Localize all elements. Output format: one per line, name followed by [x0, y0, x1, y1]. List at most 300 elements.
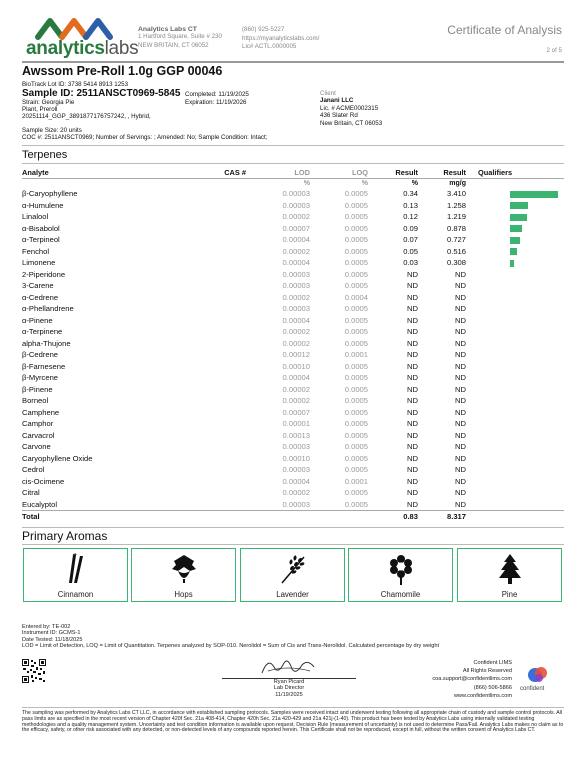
table-row [22, 269, 564, 281]
analyte-lod: 0.00003 [282, 442, 310, 452]
analyte-qualifier-bar-cell [466, 499, 564, 511]
analyte-result-mg: 1.219 [446, 212, 466, 222]
lims-email[interactable]: coa.support@confidentlims.com [432, 676, 512, 683]
analyte-result-mg: ND [455, 373, 466, 383]
lims-phone: (866) 506-5866 [473, 684, 512, 691]
analyte-result-mg: ND [455, 315, 466, 325]
analyte-result-mg: ND [455, 430, 466, 440]
analyte-lod: 0.00004 [282, 476, 310, 486]
analyte-result-pct: ND [407, 419, 418, 429]
table-row [22, 407, 564, 419]
analyte-loq: 0.0005 [344, 419, 368, 429]
analyte-loq: 0.0005 [344, 235, 368, 245]
table-row [22, 487, 564, 499]
analyte-result-mg: ND [455, 338, 466, 348]
analyte-loq: 0.0005 [344, 361, 368, 371]
client-street: 436 Slater Rd [320, 112, 358, 120]
analyte-qualifier-bar-cell [466, 246, 564, 258]
analyte-loq: 0.0001 [344, 350, 368, 360]
analyte-cas [202, 326, 252, 338]
analyte-lod: 0.00003 [282, 465, 310, 475]
analyte-result-pct: ND [407, 476, 418, 486]
table-row [22, 453, 564, 465]
analyte-qualifier-bar-cell [466, 269, 564, 281]
table-row [22, 326, 564, 338]
analyte-qualifier-bar-cell [466, 257, 564, 269]
analyte-qualifier-bar-cell [466, 223, 564, 235]
analyte-cas [202, 441, 252, 453]
analyte-name: Cedrol [22, 465, 45, 475]
result-bar [510, 260, 514, 267]
analyte-result-pct: ND [407, 465, 418, 475]
analyte-cas [202, 418, 252, 430]
col-qualifiers: Qualifiers [466, 168, 564, 178]
analyte-loq: 0.0004 [344, 292, 368, 302]
analyte-result-mg: ND [455, 499, 466, 509]
analyte-result-pct: 0.13 [403, 200, 418, 210]
coc-info: COC #: 2511ANSCT0969; Number of Servings: ; Amended: No; Sample Condition: Intact; [22, 134, 268, 141]
hops-icon [132, 553, 235, 585]
cinnamon-icon [24, 553, 127, 585]
test-info [22, 624, 439, 650]
analyte-qualifier-bar-cell [466, 464, 564, 476]
analyte-result-mg: ND [455, 407, 466, 417]
analyte-name: β-Myrcene [22, 373, 59, 383]
analyte-result-mg: ND [455, 304, 466, 314]
analyte-result-pct: 0.12 [403, 212, 418, 222]
analyte-result-pct: ND [407, 373, 418, 383]
result-bar [510, 248, 517, 255]
col-result-pct: Result [368, 168, 418, 178]
analyte-name: cis-Ocimene [22, 476, 65, 486]
analyte-result-pct: ND [407, 499, 418, 509]
table-row [22, 361, 564, 373]
analyte-name: α-Phellandrene [22, 304, 74, 314]
analyte-name: Eucalyptol [22, 499, 58, 509]
aroma-label: Cinnamon [57, 590, 94, 599]
company-contact [242, 26, 319, 52]
aroma-card-hops [131, 548, 236, 602]
analyte-name: Linalool [22, 212, 49, 222]
analyte-lod: 0.00002 [282, 327, 310, 337]
completed-date: Completed: 11/19/2025 [185, 91, 249, 98]
analyte-qualifier-bar-cell [466, 418, 564, 430]
analyte-result-mg: ND [455, 269, 466, 279]
table-row [22, 499, 564, 511]
analyte-name: 2-Piperidone [22, 269, 66, 279]
aroma-label: Hops [174, 590, 193, 599]
terpenes-divider [22, 163, 564, 164]
analyte-loq: 0.0005 [344, 189, 368, 199]
analyte-result-pct: ND [407, 281, 418, 291]
analyte-cas [202, 234, 252, 246]
analyte-qualifier-bar-cell [466, 476, 564, 488]
analyte-name: β-Farnesene [22, 361, 66, 371]
aroma-label: Lavender [276, 590, 309, 599]
analyte-qualifier-bar-cell [466, 338, 564, 350]
analyte-loq: 0.0005 [344, 327, 368, 337]
analyte-lod: 0.00010 [282, 453, 310, 463]
header-divider [22, 61, 564, 63]
analyte-cas [202, 303, 252, 315]
table-row [22, 257, 564, 269]
analyte-result-pct: ND [407, 453, 418, 463]
analyte-lod: 0.00003 [282, 499, 310, 509]
terpenes-table [22, 168, 564, 522]
signature-image [258, 655, 318, 679]
analyte-qualifier-bar-cell [466, 211, 564, 223]
analyte-result-mg: ND [455, 384, 466, 394]
client-label: Client [320, 90, 336, 97]
table-row [22, 292, 564, 304]
analyte-result-pct: ND [407, 327, 418, 337]
total-pct: 0.83 [368, 510, 418, 522]
lims-website[interactable]: www.confidentlims.com [453, 692, 512, 699]
qr-code[interactable] [22, 659, 46, 683]
analyte-qualifier-bar-cell [466, 200, 564, 212]
analyte-qualifier-bar-cell [466, 453, 564, 465]
terpenes-total-row [22, 510, 564, 522]
analyte-cas [202, 395, 252, 407]
analyte-loq: 0.0005 [344, 315, 368, 325]
table-row [22, 430, 564, 442]
analyte-qualifier-bar-cell [466, 315, 564, 327]
analyte-cas [202, 211, 252, 223]
analyte-loq: 0.0005 [344, 499, 368, 509]
sample-id: Sample ID: 2511ANSCT0969-5845 [22, 88, 181, 99]
analyte-lod: 0.00007 [282, 407, 310, 417]
analyte-cas [202, 476, 252, 488]
analyte-loq: 0.0005 [344, 200, 368, 210]
date-tested: Date Tested: 11/18/2025 [22, 636, 83, 643]
aromas-section-title: Primary Aromas [22, 529, 108, 543]
analyte-name: α-Pinene [22, 315, 53, 325]
analyte-qualifier-bar-cell [466, 487, 564, 499]
unit-lod: % [303, 179, 310, 187]
analyte-name: Caryophyllene Oxide [22, 453, 93, 463]
analyte-cas [202, 464, 252, 476]
analyte-result-mg: 0.516 [446, 246, 466, 256]
analyte-cas [202, 338, 252, 350]
company-phone: (860) 925-5227 [242, 26, 285, 33]
document-title: Certificate of Analysis [447, 23, 562, 37]
company-license: Lic# ACTL.0000005 [242, 43, 297, 51]
product-title: Awssom Pre-Roll 1.0g GGP 00046 [22, 64, 223, 78]
client-license: Lic. # ACME0002315 [320, 104, 379, 112]
analyte-result-mg: ND [455, 465, 466, 475]
entered-by: Entered by: TE-002 [22, 624, 71, 630]
analyte-lod: 0.00002 [282, 396, 310, 406]
analyte-name: α-Terpinene [22, 327, 63, 337]
analyte-qualifier-bar-cell [466, 361, 564, 373]
analyte-result-pct: 0.05 [403, 246, 418, 256]
analyte-qualifier-bar-cell [466, 372, 564, 384]
logo-wordmark: analyticslabs [26, 38, 139, 59]
analyte-loq: 0.0005 [344, 258, 368, 268]
terpenes-section-title: Terpenes [22, 149, 68, 161]
analyte-result-mg: ND [455, 453, 466, 463]
analyte-loq: 0.0005 [344, 442, 368, 452]
company-info [138, 26, 222, 50]
analyte-result-pct: ND [407, 350, 418, 360]
analyte-cas [202, 292, 252, 304]
analyte-name: Camphor [22, 419, 54, 429]
lot-number: 20251114_GGP_3891877176757242, , Hybrid, [22, 113, 151, 120]
aromas-divider-top [22, 527, 564, 528]
analyte-cas [202, 487, 252, 499]
analyte-cas [202, 188, 252, 200]
biotrack-id: BioTrack Lot ID: 3738 5414 8913 1253 [22, 81, 129, 88]
analyte-result-mg: ND [455, 281, 466, 291]
analyte-name: β-Cedrene [22, 350, 59, 360]
analyte-result-mg: ND [455, 396, 466, 406]
aroma-card-lavender [240, 548, 345, 602]
analyte-lod: 0.00004 [282, 373, 310, 383]
analyte-name: alpha-Thujone [22, 338, 71, 348]
analyte-lod: 0.00002 [282, 488, 310, 498]
analyte-cas [202, 223, 252, 235]
analyte-qualifier-bar-cell [466, 303, 564, 315]
table-row [22, 246, 564, 258]
analyte-loq: 0.0005 [344, 212, 368, 222]
analyte-loq: 0.0005 [344, 407, 368, 417]
analyte-loq: 0.0005 [344, 373, 368, 383]
analyte-result-pct: ND [407, 396, 418, 406]
strain: Strain: Georgia Pie [22, 99, 75, 106]
analyte-result-mg: 1.258 [446, 200, 466, 210]
analyte-name: Citral [22, 488, 40, 498]
analyte-lod: 0.00003 [282, 304, 310, 314]
analyte-qualifier-bar-cell [466, 395, 564, 407]
analyte-name: 3-Carene [22, 281, 54, 291]
lims-info [432, 659, 512, 700]
analyte-loq: 0.0005 [344, 453, 368, 463]
analyte-loq: 0.0005 [344, 396, 368, 406]
analyte-result-pct: ND [407, 338, 418, 348]
table-row [22, 303, 564, 315]
analyte-qualifier-bar-cell [466, 234, 564, 246]
analyte-result-pct: 0.09 [403, 223, 418, 233]
sample-size: Sample Size: 20 units [22, 127, 82, 134]
analyte-lod: 0.00003 [282, 200, 310, 210]
table-row [22, 464, 564, 476]
company-website[interactable]: https://myanalyticslabs.com/ [242, 34, 320, 42]
analyte-qualifier-bar-cell [466, 280, 564, 292]
analyte-result-mg: ND [455, 327, 466, 337]
result-bar [510, 225, 522, 232]
col-loq: LOQ [310, 168, 368, 178]
table-row [22, 384, 564, 396]
analyte-cas [202, 361, 252, 373]
lavender-icon [241, 553, 344, 585]
analyte-result-pct: ND [407, 315, 418, 325]
confident-logo-text: confident [520, 686, 545, 692]
analyte-cas [202, 384, 252, 396]
analyte-lod: 0.00002 [282, 246, 310, 256]
result-bar [510, 202, 528, 209]
analyte-result-pct: 0.34 [403, 189, 418, 199]
analyte-result-pct: ND [407, 269, 418, 279]
analyte-loq: 0.0001 [344, 476, 368, 486]
analyte-result-pct: ND [407, 488, 418, 498]
signer-date: 11/19/2025 [275, 691, 303, 698]
analyte-cas [202, 257, 252, 269]
analyte-result-mg: ND [455, 361, 466, 371]
aroma-card-pine [457, 548, 562, 602]
table-row [22, 338, 564, 350]
product-type: Plant, Preroll [22, 106, 58, 113]
analyte-qualifier-bar-cell [466, 441, 564, 453]
table-row [22, 395, 564, 407]
analyte-result-mg: ND [455, 476, 466, 486]
analyte-result-mg: ND [455, 350, 466, 360]
result-bar [510, 214, 527, 221]
analyte-cas [202, 430, 252, 442]
analyte-result-pct: ND [407, 384, 418, 394]
analyte-qualifier-bar-cell [466, 384, 564, 396]
analyte-qualifier-bar-cell [466, 326, 564, 338]
aromas-divider [22, 544, 564, 545]
analyte-qualifier-bar-cell [466, 349, 564, 361]
analyte-cas [202, 372, 252, 384]
footer-divider [22, 707, 564, 708]
unit-loq: % [361, 179, 368, 187]
table-row [22, 349, 564, 361]
col-result-mg: Result [418, 168, 466, 178]
client-block [320, 90, 382, 127]
table-row [22, 280, 564, 292]
analyte-name: α-Bisabolol [22, 223, 60, 233]
chamomile-icon [349, 553, 452, 585]
table-row [22, 315, 564, 327]
analyte-cas [202, 453, 252, 465]
client-name: Janani LLC [320, 97, 354, 105]
analyte-lod: 0.00013 [282, 430, 310, 440]
analyte-loq: 0.0005 [344, 269, 368, 279]
table-row [22, 476, 564, 488]
analyte-cas [202, 499, 252, 511]
terpenes-header-row [22, 168, 564, 178]
analyte-lod: 0.00004 [282, 315, 310, 325]
analyte-lod: 0.00001 [282, 419, 310, 429]
table-row [22, 223, 564, 235]
analyte-lod: 0.00003 [282, 189, 310, 199]
analyte-lod: 0.00012 [282, 350, 310, 360]
table-row [22, 441, 564, 453]
total-mg: 8.317 [418, 510, 466, 522]
analyte-loq: 0.0005 [344, 384, 368, 394]
analyte-name: Fenchol [22, 246, 50, 256]
aroma-label: Chamomile [380, 590, 421, 599]
analyte-cas [202, 280, 252, 292]
signer-name: Ryan Picard [273, 679, 305, 685]
analyte-qualifier-bar-cell [466, 188, 564, 200]
analyte-name: Borneol [22, 396, 49, 406]
disclaimer: The sampling was performed by Analytics Labs CT LLC, in accordance with established sampling protocols. Samples were received intact and underwent testing following all appropriate chain of custody and sample control protocols. All pass limits are as specified in the most recent version of Chapter 420f Sec. 21a 408-414, Chapter 420h Sec. 21a 420-429 and 21a 421j-(1-40). This product has been tested by Analytics Labs using internally validated testing methodologies and a quality management system. Uncertainty and test condition information is available upon request. Decision Rule (measurement of uncertainty) is not used to determine Pass/Fail. Analytics Labs makes no claim as to the efficacy, safety, or other risk associated with any detected, or non-detected levels of any compounds reported herein. This Certificate shall not be reproduced, except in full, without the written consent of Analytics Labs CT. [22, 710, 564, 734]
analyte-loq: 0.0005 [344, 465, 368, 475]
analyte-name: α-Cedrene [22, 292, 59, 302]
company-name: Analytics Labs CT [138, 26, 197, 33]
method-notes: LOD = Limit of Detection, LOQ = Limit of Quantitation. Terpenes analyzed by SOP-010. Nerolidol = Sum of Cis and Trans-Nerolidol. Calculated percentage by dry weight [22, 643, 439, 650]
analyte-name: Limonene [22, 258, 56, 268]
company-address1: 1 Hartford Square, Suite # 230 [138, 33, 222, 40]
analyte-lod: 0.00007 [282, 223, 310, 233]
analyte-loq: 0.0005 [344, 304, 368, 314]
analyte-name: β-Pinene [22, 384, 53, 394]
terpenes-units-row [22, 178, 564, 188]
analyte-cas [202, 269, 252, 281]
client-city: New Britain, CT 06053 [320, 119, 383, 127]
analyte-cas [202, 200, 252, 212]
result-bar [510, 237, 520, 244]
analyte-result-pct: ND [407, 361, 418, 371]
analyte-result-mg: 0.727 [446, 235, 466, 245]
col-lod: LOD [252, 168, 310, 178]
analyte-qualifier-bar-cell [466, 430, 564, 442]
analyte-cas [202, 407, 252, 419]
table-row [22, 188, 564, 200]
analyte-qualifier-bar-cell [466, 407, 564, 419]
total-label: Total [22, 510, 202, 522]
col-analyte: Analyte [22, 168, 202, 178]
analyte-name: Camphene [22, 407, 60, 417]
analyte-lod: 0.00002 [282, 338, 310, 348]
analyte-result-pct: ND [407, 430, 418, 440]
analyte-loq: 0.0005 [344, 430, 368, 440]
analyte-lod: 0.00004 [282, 235, 310, 245]
analyte-result-mg: ND [455, 442, 466, 452]
instrument-id: Instrument ID: GCMS-1 [22, 630, 81, 637]
analyte-result-mg: ND [455, 488, 466, 498]
analyte-result-mg: ND [455, 419, 466, 429]
analyte-result-pct: ND [407, 304, 418, 314]
analyte-result-pct: 0.07 [403, 235, 418, 245]
analyte-result-mg: 0.878 [446, 223, 466, 233]
unit-result-mg: mg/g [449, 179, 466, 187]
lims-name: Confident LIMS [473, 660, 512, 666]
expiration-date: Expiration: 11/19/2026 [185, 99, 247, 106]
analyte-name: Carvone [22, 442, 51, 452]
table-row [22, 418, 564, 430]
page-number: 2 of 5 [546, 47, 562, 54]
table-row [22, 211, 564, 223]
aroma-card-cinnamon [23, 548, 128, 602]
analyte-lod: 0.00002 [282, 212, 310, 222]
table-row [22, 200, 564, 212]
analyte-lod: 0.00003 [282, 281, 310, 291]
analyte-lod: 0.00002 [282, 384, 310, 394]
analyte-loq: 0.0005 [344, 488, 368, 498]
analyte-cas [202, 349, 252, 361]
info-divider [22, 145, 564, 146]
analyte-result-pct: ND [407, 407, 418, 417]
analyte-name: α-Humulene [22, 200, 64, 210]
analyte-loq: 0.0005 [344, 281, 368, 291]
analyte-lod: 0.00010 [282, 361, 310, 371]
analyte-result-pct: ND [407, 442, 418, 452]
analyte-name: α-Terpineol [22, 235, 60, 245]
analyte-result-mg: ND [455, 292, 466, 302]
signer-block [222, 679, 356, 698]
analyte-result-pct: 0.03 [403, 258, 418, 268]
analyte-loq: 0.0005 [344, 223, 368, 233]
analyte-cas [202, 246, 252, 258]
confident-logo-icon [526, 665, 552, 685]
analyte-lod: 0.00004 [282, 258, 310, 268]
unit-result-pct: % [411, 179, 418, 187]
analyte-lod: 0.00003 [282, 269, 310, 279]
table-row [22, 372, 564, 384]
